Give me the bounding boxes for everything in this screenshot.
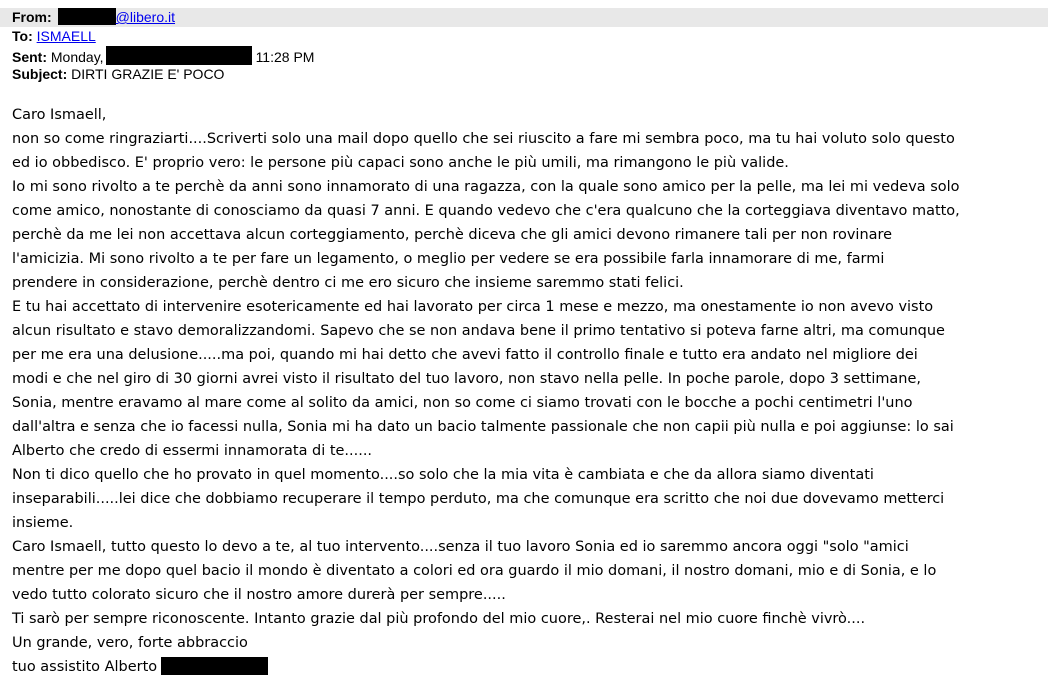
sent-label: Sent:: [12, 49, 47, 65]
body-line: Sonia, mentre eravamo al mare come al solito da amici, non so come ci siamo trovati con le bocche a pochi centimetri l'uno: [12, 395, 913, 411]
subject-row: [0, 65, 1053, 84]
body-line: alcun risultato e stavo demoralizzandomi. Sapevo che se non andava bene il primo tentativo si poteva farne altri, ma comunque: [12, 323, 945, 339]
body-line: come amico, nonostante di conosciamo da quasi 7 anni. E quando vedevo che c'era qualcuno che la corteggiava diventavo matto,: [12, 203, 960, 219]
body-line: insieme.: [12, 515, 74, 531]
body-line: dall'altra e senza che io facessi nulla, Sonia mi ha dato un bacio talmente passionale che non capii più nulla e poi aggiunse: lo sai: [12, 419, 954, 435]
redacted-sent-date: [106, 46, 252, 65]
body-line: vedo tutto colorato sicuro che il nostro amore durerà per sempre.....: [12, 587, 506, 603]
subject-value: DIRTI GRAZIE E' POCO: [71, 66, 225, 82]
sent-time: 11:28 PM: [255, 49, 315, 65]
body-line: Non ti dico quello che ho provato in quel momento....so solo che la mia vita è cambiata e che da allora siamo diventati: [12, 467, 874, 483]
body-line: non so come ringraziarti....Scriverti solo una mail dopo quello che sei riuscito a fare mi sembra poco, ma tu hai voluto solo questo: [12, 131, 955, 147]
body-line: Caro Ismaell, tutto questo lo devo a te, al tuo intervento....senza il tuo lavoro Sonia ed io saremmo ancora oggi "solo "amici: [12, 539, 909, 555]
body-line: perchè da me lei non accettava alcun corteggiamento, perchè diceva che gli amici devono rimanere tali per non rovinare: [12, 227, 893, 243]
body-line: Un grande, vero, forte abbraccio: [12, 635, 248, 651]
from-label: From:: [12, 9, 52, 25]
body-line: Alberto che credo di essermi innamorata di te......: [12, 443, 373, 459]
body-line: Io mi sono rivolto a te perchè da anni sono innamorato di una ragazza, con la quale sono amico per la pelle, ma lei mi vedeva solo: [12, 179, 960, 195]
body-line: E tu hai accettato di intervenire esotericamente ed hai lavorato per circa 1 mese e mezzo, ma onestamente io non avevo visto: [12, 299, 934, 315]
body-line: mentre per me dopo quel bacio il mondo è diventato a colori ed ora guardo il mio domani, il nostro domani, mio e di Sonia, e lo: [12, 563, 937, 579]
redacted-sender-name: [58, 8, 116, 25]
sent-day: Monday,: [50, 49, 104, 65]
body-line: Caro Ismaell,: [12, 107, 107, 123]
body-line: Ti sarò per sempre riconoscente. Intanto grazie dal più profondo del mio cuore,. Resterai nel mio cuore finchè vivrò....: [12, 611, 866, 627]
body-line: inseparabili.....lei dice che dobbiamo recuperare il tempo perduto, ma che comunque era scritto che noi due dovevamo metterci: [12, 491, 945, 507]
to-row: [0, 27, 1053, 46]
signature-text: tuo assistito Alberto: [12, 659, 158, 675]
sent-row: [0, 46, 1053, 65]
body-line: l'amicizia. Mi sono rivolto a te per fare un legamento, o meglio per vedere se era possibile farla innamorare di me, farmi: [12, 251, 885, 267]
to-label: To:: [12, 28, 33, 44]
body-line: per me era una delusione.....ma poi, quando mi hai detto che avevi fatto il controllo finale e tutto era andato nel migliore dei: [12, 347, 918, 363]
redacted-signature-surname: [161, 657, 268, 675]
from-email-link[interactable]: @libero.it: [115, 9, 176, 25]
body-line: prendere in considerazione, perchè dentro ci me ero sicuro che insieme saremmo stati felici.: [12, 275, 684, 291]
signature-line: [12, 655, 1052, 679]
to-recipient-link[interactable]: ISMAELL: [36, 28, 96, 44]
body-line: modi e che nel giro di 30 giorni avrei visto il risultato del tuo lavoro, non stavo nella pelle. In poche parole, dopo 3 settimane,: [12, 371, 921, 387]
email-body: [12, 103, 1052, 679]
from-row: [0, 8, 1048, 27]
subject-label: Subject:: [12, 66, 68, 82]
email-header: [0, 8, 1053, 84]
body-line: ed io obbedisco. E' proprio vero: le persone più capaci sono anche le più umili, ma rimangono le più valide.: [12, 155, 789, 171]
